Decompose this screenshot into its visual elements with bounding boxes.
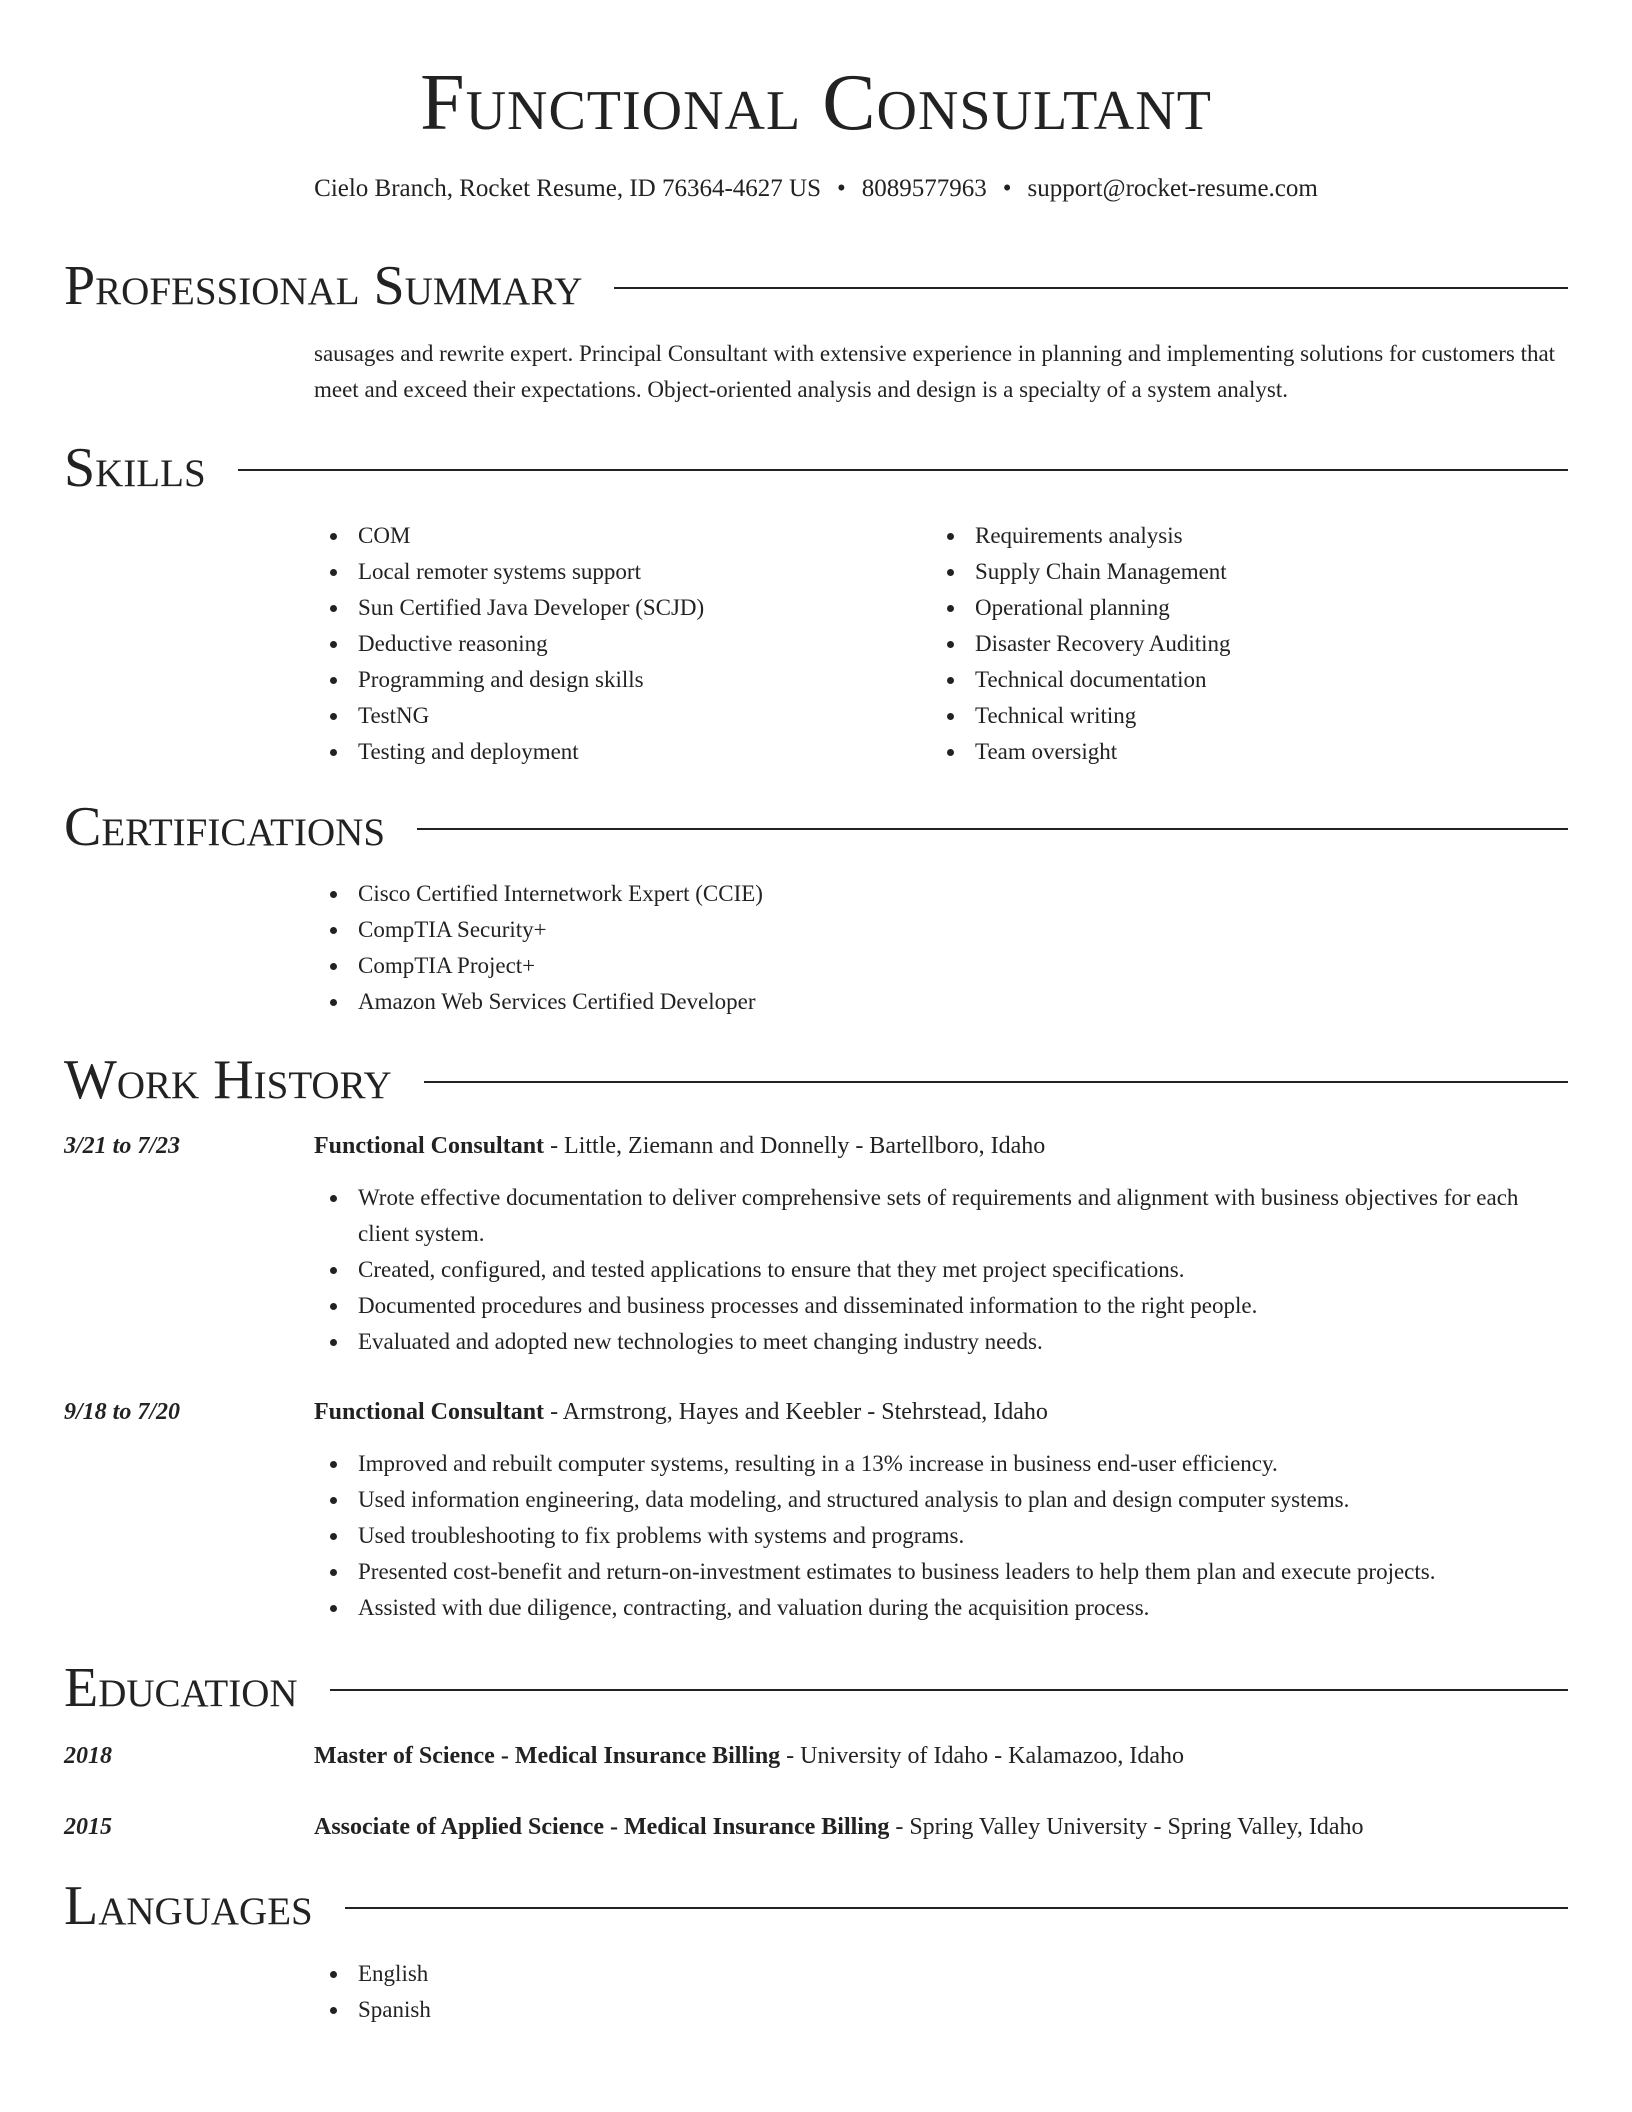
list-item: Presented cost-benefit and return-on-investment estimates to business leaders to help them plan and execute projects. [314,1554,1568,1590]
contact-email: support@rocket-resume.com [1027,175,1318,202]
section-title: Skills [64,437,206,499]
section-header-education [64,1656,1568,1720]
list-item: COM [314,518,931,554]
list-item: Sun Certified Java Developer (SCJD) [314,590,931,626]
section-divider [424,1081,1568,1083]
education-degree: Master of Science - Medical Insurance Billing [314,1743,781,1769]
list-item: Programming and design skills [314,662,931,698]
list-item: CompTIA Security+ [314,912,1568,948]
section-title: Work History [64,1049,392,1111]
section-header-summary [64,254,1568,318]
job-title: Functional Consultant [314,1133,545,1159]
skills-column-left [314,518,931,770]
section-divider [417,828,1568,830]
list-item: Team oversight [931,734,1548,770]
job-title: Functional Consultant [314,1399,545,1425]
list-item: Spanish [314,1992,1568,2028]
list-item: CompTIA Project+ [314,948,1568,984]
section-title: Languages [64,1875,313,1937]
list-item: Used information engineering, data modeling, and structured analysis to plan and design computer systems. [314,1482,1568,1518]
list-item: Documented procedures and business processes and disseminated information to the right people. [314,1288,1568,1324]
list-item: Created, configured, and tested applications to ensure that they met project specifications. [314,1252,1568,1288]
education-year: 2018 [64,1743,112,1769]
section-title: Certifications [64,796,386,858]
section-divider [238,469,1568,471]
certifications-list [314,876,1568,1020]
contact-line [0,174,1632,204]
section-title: Professional Summary [64,255,583,317]
section-divider [614,287,1568,289]
list-item: English [314,1956,1568,1992]
job-bullets [314,1180,1568,1360]
section-title: Education [64,1657,298,1719]
education-heading [314,1809,1568,1845]
section-header-skills [64,436,1568,500]
contact-address: Cielo Branch, Rocket Resume, ID 76364-4627 US [314,175,822,202]
job-employer: - Armstrong, Hayes and Keebler - Stehrstead, Idaho [544,1399,1048,1425]
list-item: Amazon Web Services Certified Developer [314,984,1568,1020]
list-item: Operational planning [931,590,1548,626]
job-heading [314,1128,1568,1164]
list-item: Local remoter systems support [314,554,931,590]
contact-phone: 8089577963 [861,175,987,202]
job-dates: 9/18 to 7/20 [64,1399,181,1425]
job-employer: - Little, Ziemann and Donnelly - Bartellboro, Idaho [544,1133,1046,1159]
section-header-languages [64,1874,1568,1938]
list-item: Supply Chain Management [931,554,1548,590]
job-dates: 3/21 to 7/23 [64,1133,181,1159]
list-item: Improved and rebuilt computer systems, resulting in a 13% increase in business end-user efficiency. [314,1446,1568,1482]
list-item: Technical writing [931,698,1548,734]
job-heading [314,1394,1568,1430]
education-school: - Spring Valley University - Spring Valley, Idaho [889,1814,1364,1840]
list-item: Cisco Certified Internetwork Expert (CCIE) [314,876,1568,912]
list-item: Testing and deployment [314,734,931,770]
job-bullets [314,1446,1568,1626]
list-item: Used troubleshooting to fix problems with systems and programs. [314,1518,1568,1554]
contact-separator: • [837,175,846,202]
list-item: Technical documentation [931,662,1548,698]
education-heading [314,1738,1568,1774]
list-item: Evaluated and adopted new technologies to meet changing industry needs. [314,1324,1568,1360]
education-school: - University of Idaho - Kalamazoo, Idaho [780,1743,1185,1769]
contact-separator: • [1002,175,1012,202]
section-divider [330,1689,1568,1691]
list-item: Requirements analysis [931,518,1548,554]
skills-column-right [931,518,1548,770]
skills-list [314,518,1568,770]
resume-name: Functional Consultant [420,59,1212,147]
list-item: Deductive reasoning [314,626,931,662]
summary-text: sausages and rewrite expert. Principal Consultant with extensive experience in planning and implementing solutions for customers that meet and exceed their expectations. Object-oriented analysis and design is a specialty of a system analyst. [314,341,1556,402]
list-item: Disaster Recovery Auditing [931,626,1548,662]
education-degree: Associate of Applied Science - Medical Insurance Billing [314,1814,890,1840]
languages-list [314,1956,1568,2028]
list-item: Assisted with due diligence, contracting, and valuation during the acquisition process. [314,1590,1568,1626]
section-header-work-history [64,1048,1568,1112]
list-item: Wrote effective documentation to deliver comprehensive sets of requirements and alignment with business objectives for each client system. [314,1180,1568,1252]
section-header-certifications [64,795,1568,859]
list-item: TestNG [314,698,931,734]
education-year: 2015 [64,1814,112,1840]
section-divider [345,1907,1568,1909]
